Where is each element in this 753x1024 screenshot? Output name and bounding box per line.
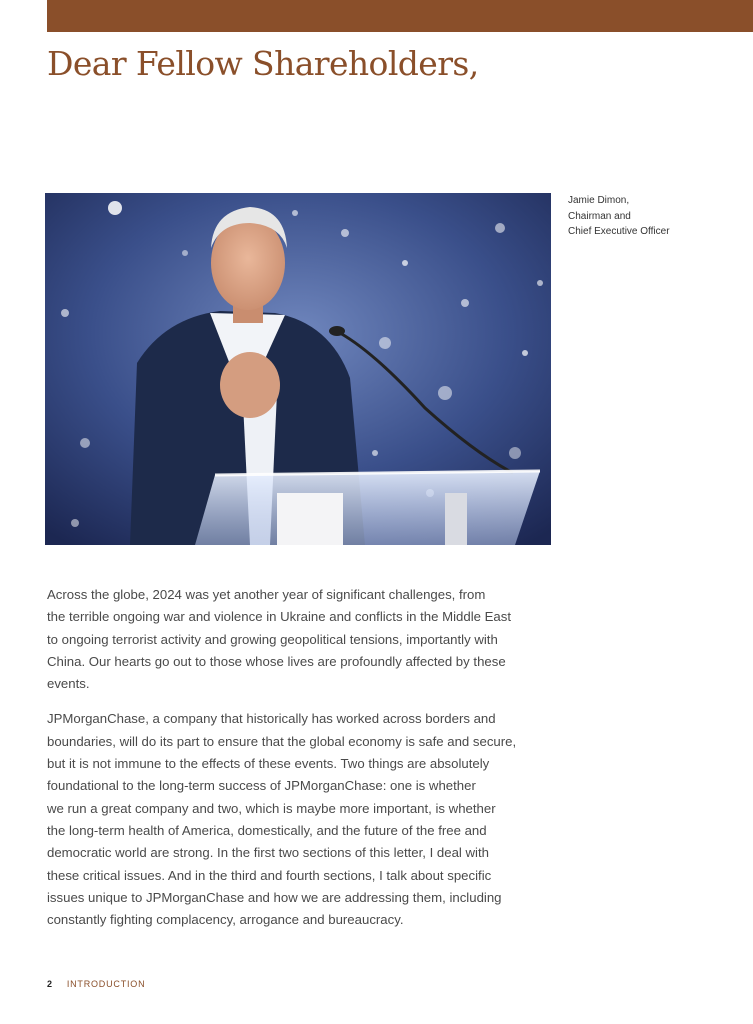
ceo-photo: [45, 193, 551, 545]
photo-caption: [568, 193, 670, 240]
body-line: these critical issues. And in the third and fourth sections, I talk about specific: [47, 867, 492, 883]
body-line: events.: [47, 676, 90, 692]
section-label: INTRODUCTION: [66, 979, 146, 989]
page-number: 2: [47, 979, 53, 989]
body-line: foundational to the long-term success of JPMorganChase: one is whether: [47, 778, 476, 794]
body-line: China. Our hearts go out to those whose lives are profoundly affected by these: [47, 653, 506, 669]
header-color-band: [47, 0, 753, 32]
body-line: but it is not immune to the effects of these events. Two things are absolutely: [47, 756, 490, 772]
body-line: Across the globe, 2024 was yet another year of significant challenges, from: [47, 587, 486, 602]
letter-body: [47, 584, 559, 931]
caption-name: Jamie Dimon,: [568, 195, 630, 206]
body-line: we run a great company and two, which is maybe more important, is whether: [47, 800, 496, 816]
page-footer: [47, 979, 145, 989]
body-line: the long-term health of America, domestically, and the future of the free and: [47, 822, 487, 838]
body-line: to ongoing terrorist activity and growing geopolitical tensions, importantly with: [47, 631, 498, 647]
body-line: JPMorganChase, a company that historically has worked across borders and: [47, 711, 496, 727]
caption-title-line-1: Chairman and: [568, 210, 631, 222]
body-line: boundaries, will do its part to ensure that the global economy is safe and secure,: [47, 733, 517, 749]
paragraph-2: [47, 708, 559, 931]
page-title: Dear Fellow Shareholders,: [47, 44, 479, 83]
caption-title-line-2: Chief Executive Officer: [568, 226, 670, 237]
body-line: constantly fighting complacency, arrogance and bureaucracy.: [47, 912, 404, 928]
body-line: issues unique to JPMorganChase and how we are addressing them, including: [47, 889, 502, 905]
body-line: democratic world are strong. In the first two sections of this letter, I deal with: [47, 845, 489, 861]
paragraph-1: [47, 584, 559, 695]
body-line: the terrible ongoing war and violence in Ukraine and conflicts in the Middle East: [47, 609, 512, 625]
